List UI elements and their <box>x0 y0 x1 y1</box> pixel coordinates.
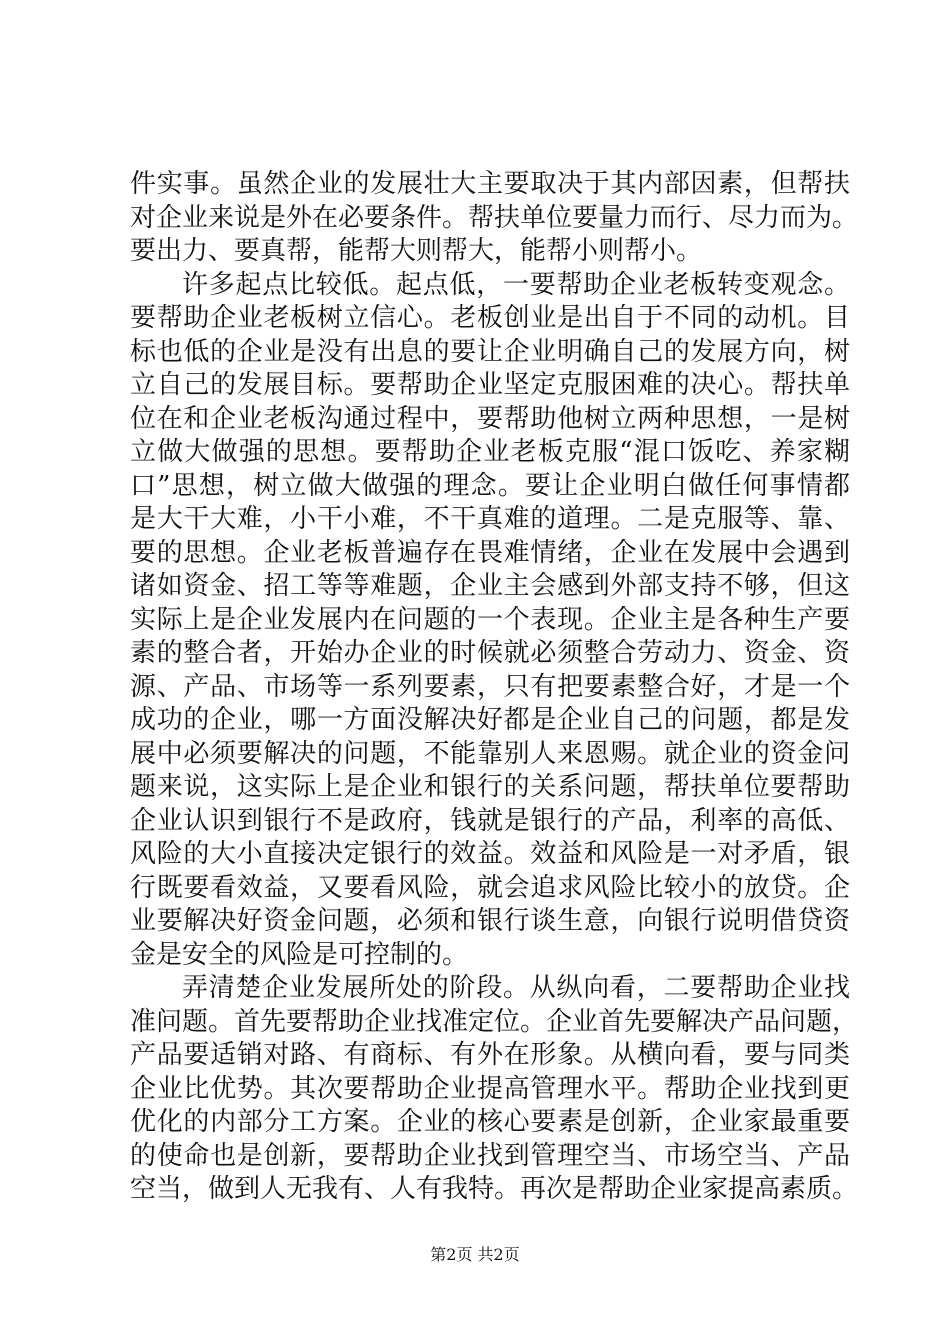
text-line: 成功的企业，哪一方面没解决好都是企业自己的问题，都是发 <box>130 705 850 735</box>
text-line: 立做大做强的思想。要帮助企业老板克服“混口饭吃、养家糊 <box>130 437 850 467</box>
text-line: 优化的内部分工方案。企业的核心要素是创新，企业家最重要 <box>130 1107 850 1137</box>
text-line: 口”思想，树立做大做强的理念。要让企业明白做任何事情都 <box>130 470 850 501</box>
text-line: 对企业来说是外在必要条件。帮扶单位要量力而行、尽力而为。 <box>130 202 859 233</box>
text-line: 的使命也是创新，要帮助企业找到管理空当、市场空当、产品 <box>130 1140 850 1171</box>
text-line: 业要解决好资金问题，必须和银行谈生意，向银行说明借贷资 <box>130 906 850 936</box>
text-line: 位在和企业老板沟通过程中，要帮助他树立两种思想，一是树 <box>130 403 850 434</box>
document-body <box>130 168 859 1207</box>
text-line: 立自己的发展目标。要帮助企业坚定克服困难的决心。帮扶单 <box>130 370 850 400</box>
text-line: 要的思想。企业老板普遍存在畏难情绪，企业在发展中会遇到 <box>130 537 850 568</box>
text-line: 标也低的企业是没有出息的要让企业明确自己的发展方向，树 <box>130 336 850 367</box>
text-line: 源、产品、市场等一系列要素，只有把要素整合好，才是一个 <box>130 671 850 702</box>
text-line: 风险的大小直接决定银行的效益。效益和风险是一对矛盾，银 <box>130 839 850 869</box>
text-line: 诸如资金、招工等等难题，企业主会感到外部支持不够，但这 <box>130 571 850 601</box>
text-line: 要出力、要真帮，能帮大则帮大，能帮小则帮小。 <box>130 236 703 266</box>
text-line: 素的整合者，开始办企业的时候就必须整合劳动力、资金、资 <box>130 638 850 668</box>
text-line: 弄清楚企业发展所处的阶段。从纵向看，二要帮助企业找 <box>182 973 850 1003</box>
text-line: 产品要适销对路、有商标、有外在形象。从横向看，要与同类 <box>130 1040 850 1070</box>
page-footer: 第2页 共2页 <box>430 1245 520 1264</box>
text-line: 要帮助企业老板树立信心。老板创业是出自于不同的动机。目 <box>130 303 850 333</box>
text-line: 件实事。虽然企业的发展壮大主要取决于其内部因素，但帮扶 <box>130 169 850 199</box>
text-line: 空当，做到人无我有、人有我特。再次是帮助企业家提高素质。 <box>130 1174 859 1204</box>
text-line: 准问题。首先要帮助企业找准定位。企业首先要解决产品问题， <box>130 1006 859 1037</box>
text-line: 企业认识到银行不是政府，钱就是银行的产品，利率的高低、 <box>130 805 850 836</box>
text-line: 是大干大难，小干小难，不干真难的道理。二是克服等、靠、 <box>130 504 850 534</box>
text-line: 许多起点比较低。起点低，一要帮助企业老板转变观念。 <box>182 269 850 300</box>
text-line: 展中必须要解决的问题，不能靠别人来恩赐。就企业的资金问 <box>130 738 850 769</box>
text-line: 实际上是企业发展内在问题的一个表现。企业主是各种生产要 <box>130 604 850 635</box>
text-line: 行既要看效益，又要看风险，就会追求风险比较小的放贷。企 <box>130 872 850 903</box>
text-line: 金是安全的风险是可控制的。 <box>130 939 469 970</box>
text-line: 题来说，这实际上是企业和银行的关系问题，帮扶单位要帮助 <box>130 772 850 802</box>
text-line: 企业比优势。其次要帮助企业提高管理水平。帮助企业找到更 <box>130 1073 850 1104</box>
